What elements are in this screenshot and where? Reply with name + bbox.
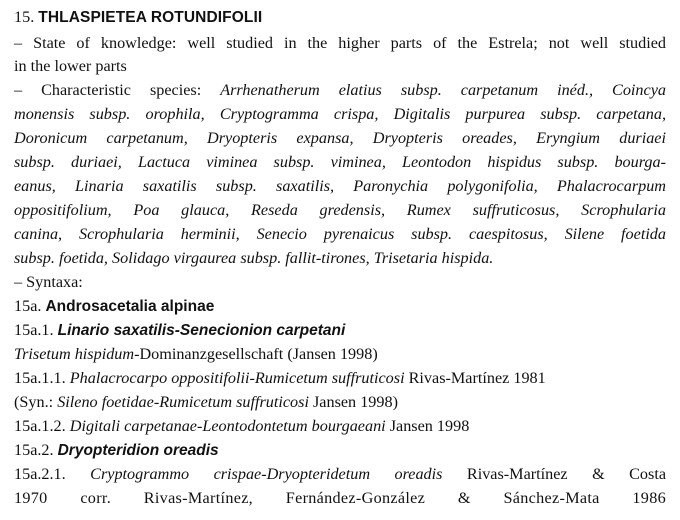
species-line-6: oppositifolium, Poa glauca, Reseda gredensis, Rumex suffruticosus, Scrophularia: [14, 201, 666, 219]
association-1-1-1: [14, 367, 546, 389]
synonym-open: (Syn.:: [14, 393, 58, 411]
order-name: Androsacetalia alpinae: [45, 298, 215, 315]
association-2-1: [14, 463, 666, 485]
association-1-1-2-author: Jansen 1998: [385, 417, 470, 435]
association-1-1-2-name: Digitali carpetanae-Leontodontetum bourgaeani: [69, 417, 386, 435]
order-number: 15a.: [14, 297, 42, 315]
association-2-1-author: Rivas-Martínez & Costa: [442, 465, 667, 483]
association-2-1-number: 15a.2.1.: [14, 465, 66, 483]
species-line-2: monensis subsp. orophila, Cryptogramma crispa, Digitalis purpurea subsp. carpetana,: [14, 105, 666, 123]
species-line-3: Doronicum carpetanum, Dryopteris expansa, Dryopteris oreades, Eryngium duriaei: [14, 129, 666, 147]
association-2-1-author-line-2: 1970 corr. Rivas-Martínez, Fernández-González & Sánchez-Mata 1986: [14, 489, 666, 507]
state-of-knowledge-line-1: – State of knowledge: well studied in the higher parts of the Estrela; not well studied: [14, 34, 666, 52]
association-1-1-1-author: Rivas-Martínez 1981: [404, 369, 546, 387]
syntaxa-label: – Syntaxa:: [14, 273, 83, 291]
state-of-knowledge-line-2: in the lower parts: [14, 57, 127, 75]
species-line-1: [14, 79, 666, 101]
association-1-1-2: [14, 415, 469, 437]
synonym-author: Jansen 1998): [308, 393, 398, 411]
species-line-5: eanus, Linaria saxatilis subsp. saxatilis, Paronychia polygonifolia, Phalacrocarpum: [14, 177, 666, 195]
synonym-line: [14, 391, 398, 413]
association-1-1-1-number: 15a.1.1.: [14, 369, 66, 387]
alliance-2-name: Dryopteridion oreadis: [57, 442, 219, 459]
dominance-rest: -Dominanzgesellschaft (Jansen 1998): [134, 345, 378, 363]
species-line-7: canina, Scrophularia herminii, Senecio pyrenaicus subsp. caespitosus, Silene foetida: [14, 225, 666, 243]
alliance-1-name: Linario saxatilis-Senecionion carpetani: [57, 322, 346, 339]
syntaxon-alliance-1: [14, 319, 345, 342]
species-text-1: Arrhenatherum elatius subsp. carpetanum inéd., Coincya: [220, 81, 666, 99]
synonym-name: Sileno foetidae-Rumicetum suffruticosi: [57, 393, 309, 411]
syntaxon-order: [14, 295, 214, 318]
section-heading: [14, 6, 262, 29]
syntaxon-alliance-2: [14, 439, 219, 462]
species-line-8: subsp. foetida, Solidago virgaurea subsp. fallit-tirones, Trisetaria hispida.: [14, 249, 494, 267]
association-2-1-name: Cryptogrammo crispae-Dryopteridetum oreadis: [90, 465, 443, 483]
dominance-species: Trisetum hispidum: [14, 345, 135, 363]
dominance-community: [14, 343, 378, 365]
section-title: THLASPIETEA ROTUNDIFOLII: [38, 9, 263, 26]
section-number: 15.: [14, 8, 35, 26]
alliance-2-number: 15a.2.: [14, 441, 54, 459]
species-line-4: subsp. duriaei, Lactuca viminea subsp. viminea, Leontodon hispidus subsp. bourga-: [14, 153, 666, 171]
alliance-1-number: 15a.1.: [14, 321, 54, 339]
species-label: – Characteristic species:: [14, 81, 221, 99]
association-1-1-2-number: 15a.1.2.: [14, 417, 66, 435]
association-1-1-1-name: Phalacrocarpo oppositifolii-Rumicetum suffruticosi: [69, 369, 405, 387]
